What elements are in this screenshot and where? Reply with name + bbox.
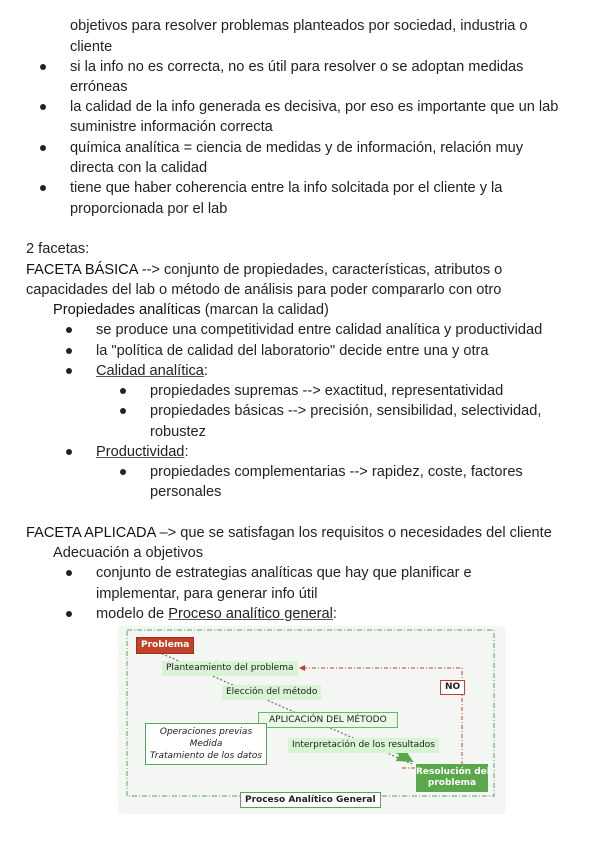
faceta-aplicada-label: FACETA APLICADA [26,525,156,541]
faceta-basica-definition: --> conjunto de propiedades, características, atributos o [137,262,503,278]
operaciones-line-1: Operaciones previas [159,727,253,737]
intro-bullet-4-line-1: tiene que haber coherencia entre la info solcitada por el cliente y la [70,180,503,196]
bullet-dot [40,64,46,70]
bullet-dot [40,104,46,110]
faceta-basica-line-2: capacidades del lab o método de análisis para poder compararlo con otro [26,282,502,298]
bullet-dot [40,145,46,151]
faceta-aplicada-definition: –> que se satisfagan los requisitos o necesidades del cliente [155,525,552,541]
bullet-dot [120,469,126,475]
operaciones-box [145,723,267,765]
operaciones-line-3: Tratamiento de los datos [149,751,263,761]
intro-bullet-4-line-2: proporcionada por el lab [70,201,228,217]
eleccion-box: Elección del método [222,685,321,700]
resolution-arrow [396,752,410,760]
aplicacion-box: APLICACIÓN DEL MÉTODO [258,712,398,728]
faceta-basica-label: FACETA BÁSICA [26,262,138,278]
bullet-dot [66,348,72,354]
bullet-dot [120,388,126,394]
basica-bullet-1: se produce una competitividad entre calidad analítica y productividad [96,322,543,338]
intro-bullet-1-line-1: si la info no es correcta, no es útil para resolver o se adoptan medidas [70,59,524,75]
interpretacion-box: Interpretación de los resultados [288,738,439,753]
aplicada-bullet-2 [96,604,337,624]
calidad-sub-1: propiedades supremas --> exactitud, representatividad [150,383,504,399]
no-box: NO [440,680,465,695]
colon: : [203,363,208,379]
faceta-aplicada-line [26,523,552,543]
resolucion-line-2: problema [427,778,477,788]
calidad-analitica-label: Calidad analítica [96,363,204,379]
aplicada-bullet-1-line-2: implementar, para generar info útil [96,586,318,602]
propiedades-title: Propiedades analíticas [53,302,201,318]
intro-continuation-line-2: cliente [70,39,113,55]
colon: : [184,444,189,460]
intro-bullet-2-line-2: suministre información correcta [70,119,273,135]
intro-bullet-3-line-1: química analítica = ciencia de medidas y de información, relación muy [70,140,524,156]
intro-continuation-line-1: objetivos para resolver problemas planteados por sociedad, industria o [70,18,528,34]
resolucion-box [416,764,488,792]
intro-bullet-1-line-2: erróneas [70,79,128,95]
problema-box: Problema [136,637,194,654]
propiedades-note: (marcan la calidad) [200,302,329,318]
productividad-label: Productividad [96,444,185,460]
aplicada-bullet-1-line-1: conjunto de estrategias analíticas que hay que planificar e [96,565,472,581]
bullet-dot [66,449,72,455]
bullet-dot [66,570,72,576]
bullet-dot [66,368,72,374]
propiedades-heading [53,300,329,320]
productividad-heading [96,442,189,462]
bullet-dot [120,408,126,414]
faceta-basica-line-1 [26,260,502,280]
facetas-intro: 2 facetas: [26,241,90,257]
bullet-dot [66,611,72,617]
calidad-sub-2-line-1: propiedades básicas --> precisión, sensibilidad, selectividad, [150,403,542,419]
bullet-dot [40,185,46,191]
operaciones-line-2: Medida [189,739,223,749]
intro-bullet-3-line-2: directa con la calidad [70,160,208,176]
basica-bullet-2: la "política de calidad del laboratorio" decide entre una y otra [96,343,489,359]
bullet-dot [66,327,72,333]
adecuacion-title: Adecuación a objetivos [53,545,204,561]
proceso-analitico-diagram [118,626,506,814]
colon: : [332,606,337,622]
productividad-sub-line-1: propiedades complementarias --> rapidez, coste, factores [150,464,523,480]
planteamiento-box: Planteamiento del problema [162,661,298,676]
calidad-sub-2-line-2: robustez [150,424,206,440]
diagram-caption: Proceso Analítico General [240,792,381,808]
proceso-analitico-link-text: Proceso analítico general [168,606,333,622]
calidad-analitica-heading [96,361,208,381]
productividad-sub-line-2: personales [150,484,222,500]
bullet-prefix: modelo de [96,606,169,622]
resolucion-line-1: Resolución del [416,767,490,777]
intro-bullet-2-line-1: la calidad de la info generada es decisiva, por eso es importante que un lab [70,99,559,115]
